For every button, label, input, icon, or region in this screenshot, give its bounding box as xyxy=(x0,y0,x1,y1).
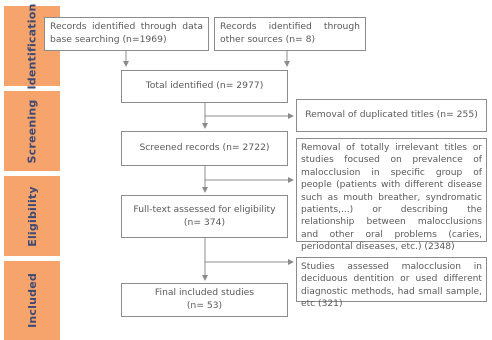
excluded-fulltext-text: Studies assessed malocclusion in deciduous dentition or used different diagnostic methods, had small sample, etc (321) xyxy=(301,262,482,310)
box-screened xyxy=(121,131,288,166)
box-duplicates-removed xyxy=(296,99,487,132)
total-identified-text: Total identified (n= 2977) xyxy=(145,80,264,92)
box-records-other xyxy=(214,17,366,51)
irrelevant-removed-text: Removal of totally irrelevant titles or studies focused on prevalence of malocclusion in specific group of people (patients with different disease such as mouth breather, syndromatic patients,...) or describing the relationship between malocclusions and other oral problems (caries, periodontal diseases, etc.) (2348) xyxy=(301,143,482,253)
final-included-text-line1: Final included studies xyxy=(154,287,255,299)
box-fulltext xyxy=(121,195,288,238)
stage-screening-label: Screening xyxy=(25,99,39,163)
box-excluded-fulltext xyxy=(296,257,487,310)
fulltext-text-line1: Full-text assessed for eligibility xyxy=(133,203,276,215)
stage-identification-label: Identification xyxy=(25,2,39,90)
box-records-database xyxy=(44,17,209,51)
stage-eligibility-label: Eligibility xyxy=(25,185,39,247)
final-included-text-line2: (n= 53) xyxy=(186,300,223,311)
records-database-text: Records identified through data base searching (n=1969) xyxy=(50,21,203,45)
records-other-text: Records identified through other sources (n= 8) xyxy=(220,21,360,45)
box-irrelevant-removed xyxy=(296,138,487,253)
box-total-identified xyxy=(121,70,288,103)
stage-included-label: Included xyxy=(25,273,39,328)
fulltext-text-line2: (n= 374) xyxy=(183,216,226,228)
box-final-included xyxy=(121,283,288,317)
screened-text: Screened records (n= 2722) xyxy=(139,142,270,154)
duplicates-removed-text: Removal of duplicated titles (n= 255) xyxy=(305,109,478,121)
